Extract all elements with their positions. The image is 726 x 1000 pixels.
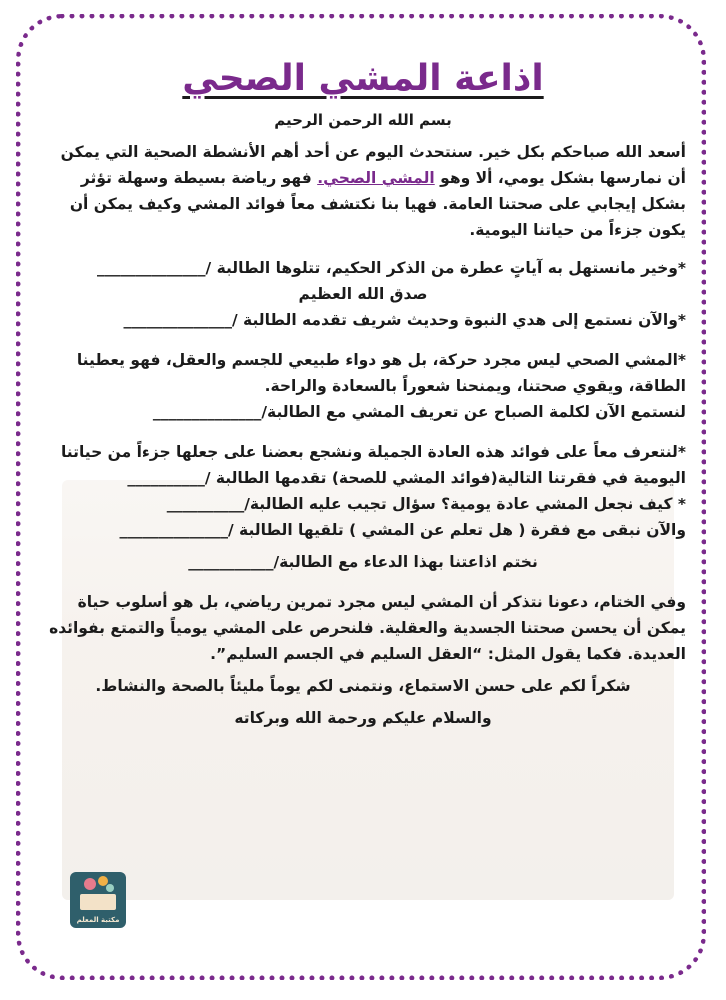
farewell-line: والسلام عليكم ورحمة الله وبركاته	[234, 709, 492, 727]
thanks-line: شكراً لكم على حسن الاستماع، ونتمنى لكم يوماً مليئاً بالصحة والنشاط.	[95, 677, 631, 695]
intro-highlight: المشي الصحي.	[317, 169, 435, 187]
flower-icon	[84, 878, 96, 890]
logo-caption: مكتبة المعلم	[76, 916, 120, 924]
library-logo	[70, 872, 126, 928]
quran-close: صدق الله العظيم	[298, 285, 428, 303]
did-you-know-line: والآن نبقى مع فقرة ( هل تعلم عن المشي ) تلقيها الطالبة /______________	[119, 521, 686, 539]
morning-word-line: لنستمع الآن لكلمة الصباح عن تعريف المشي مع الطالبة/______________	[152, 403, 686, 421]
document-body	[40, 50, 686, 731]
basmala: بسم الله الرحمن الرحيم	[274, 111, 452, 129]
intro-paragraph	[40, 139, 686, 243]
dua-line: نختم اذاعتنا بهذا الدعاء مع الطالبة/___________	[188, 553, 538, 571]
definition-paragraph: *المشي الصحي ليس مجرد حركة، بل هو دواء طبيعي للجسم والعقل، فهو يعطينا الطاقة، ويقوي صحتنا، ويمنحنا شعوراً بالسعادة والراحة.	[76, 351, 686, 395]
benefits-paragraph: *لنتعرف معاً على فوائد هذه العادة الجميلة ونشجع بعضنا على جعلها جزءاً من حياتنا اليومية في فقرتنا التالية(فوائد المشي للصحة) تقدمها الطالبة /__________	[60, 443, 686, 487]
question-line: * كيف نجعل المشي عادة يومية؟ سؤال تجيب عليه الطالبة/__________	[166, 495, 686, 513]
book-icon	[80, 894, 116, 910]
flower-icon	[106, 884, 114, 892]
quran-line: *وخير مانستهل به آياتٍ عطرة من الذكر الحكيم، تتلوها الطالبة /______________	[97, 259, 686, 277]
intro-text-start: أسعد الله صباحكم بكل خير. سنتحدث اليوم عن أحد أهم الأنشطة الصحية التي يمكن أن نمارسها بشكل يومي، ألا وهو	[60, 143, 686, 187]
hadith-line: *والآن نستمع إلى هدي النبوة وحديث شريف تقدمه الطالبة /______________	[123, 311, 686, 329]
closing-paragraph: وفي الختام، دعونا نتذكر أن المشي ليس مجرد تمرين رياضي، بل هو أسلوب حياة يمكن أن يحسن صحتنا الجسدية والعقلية. فلنحرص على المشي يومياً والتمتع بفوائده العديدة. فكما يقول المثل: “العقل السليم في الجسم السليم”.	[49, 593, 686, 663]
intro-text-end: فهو رياضة بسيطة وسهلة تؤثر بشكل إيجابي على صحتنا العامة. فهيا بنا نكتشف معاً فوائد المشي وكيف يمكن أن يكون جزءاً من حياتنا اليومية.	[69, 169, 686, 239]
page-title: اذاعة المشي الصحي	[182, 58, 544, 99]
